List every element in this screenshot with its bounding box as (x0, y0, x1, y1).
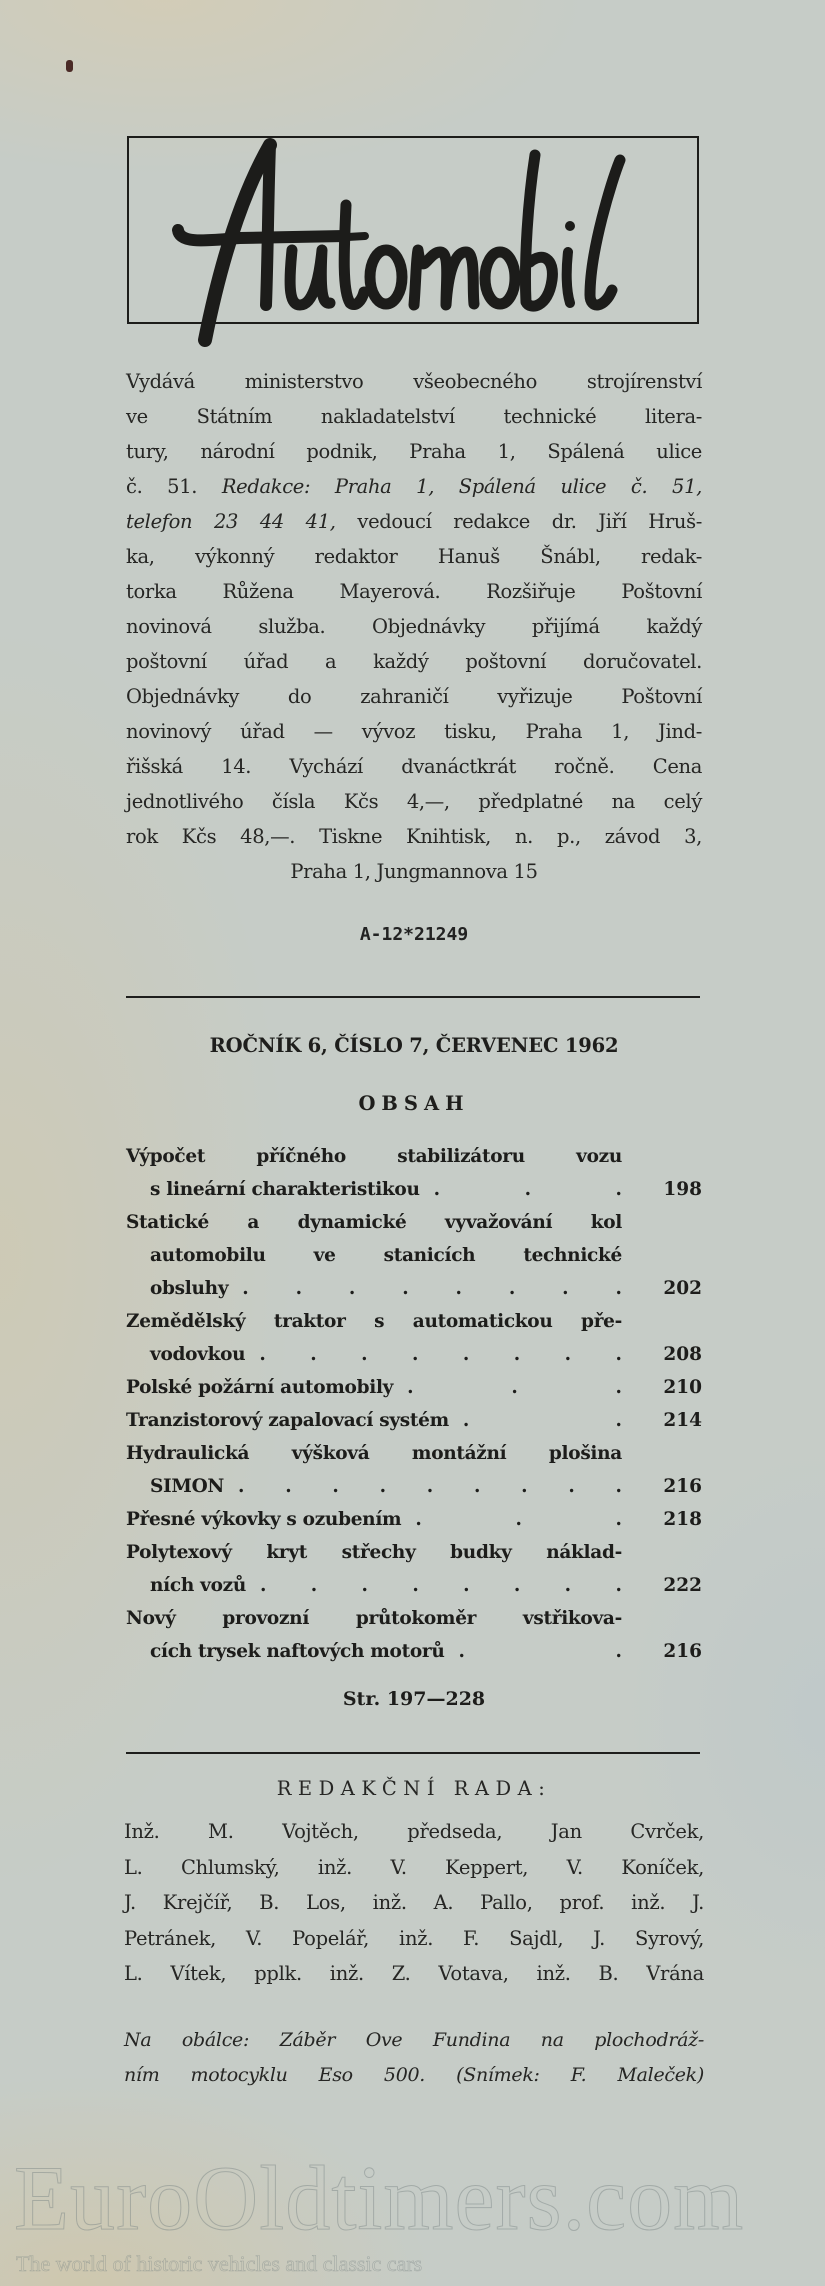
board-line: L. Vítek, pplk. inž. Z. Votava, inž. B. Vrána (124, 1962, 704, 1985)
toc-title: cích trysek naftových motorů (150, 1641, 445, 1662)
imprint-text: č. 51. (126, 475, 198, 498)
editorial-board-heading: REDAKČNÍ RADA: (276, 1777, 552, 1800)
cover-note-line: Na obálce: Záběr Ove Fundina na plochodráž- (124, 2029, 704, 2051)
toc-title: Polytexový kryt střechy budky náklad- (126, 1542, 622, 1563)
toc-page-number: 218 (663, 1509, 702, 1530)
toc-row (126, 1140, 702, 1173)
registration-code: A-12*21249 (359, 924, 469, 945)
imprint-line (126, 469, 702, 504)
toc-title: Nový provozní průtokoměr vstřikova- (126, 1608, 622, 1629)
toc-page-number: 210 (663, 1377, 702, 1398)
toc-title: Přesné výkovky s ozubením (126, 1509, 402, 1530)
toc-leader-dots: . . . (407, 1377, 622, 1398)
editorial-phone: telefon 23 44 41, (126, 510, 336, 533)
toc-title: Polské požární automobily (126, 1377, 394, 1398)
toc-row (126, 1206, 702, 1239)
board-line: Inž. M. Vojtěch, předseda, Jan Cvrček, (124, 1820, 704, 1843)
toc-row (126, 1602, 702, 1635)
toc-page-number: 198 (663, 1179, 702, 1200)
watermark-tagline: The world of historic vehicles and classic cars (16, 2251, 423, 2276)
toc-row (126, 1338, 702, 1371)
toc-title: Zemědělský traktor s automatickou pře- (126, 1311, 622, 1332)
toc-leader-dots: . . . . . . . . (259, 1344, 622, 1365)
toc-title: automobilu ve stanicích technické (150, 1245, 622, 1266)
imprint-line: jednotlivého čísla Kčs 4,—, předplatné na celý (126, 790, 702, 813)
board-line: L. Chlumský, inž. V. Keppert, V. Koníček, (124, 1855, 704, 1879)
toc-leader-dots: . . . (415, 1509, 622, 1530)
toc-leader-dots: . . (458, 1641, 622, 1662)
toc-row (126, 1371, 702, 1404)
toc-title: Výpočet příčného stabilizátoru vozu (126, 1146, 622, 1167)
pages-range: Str. 197—228 (342, 1688, 486, 1710)
toc-title: obsluhy (150, 1278, 229, 1299)
toc-row (126, 1437, 702, 1470)
imprint-line: tury, národní podnik, Praha 1, Spálená ulice (126, 440, 702, 463)
imprint-line (126, 504, 702, 539)
watermark-site: EuroOldtimers.com (14, 2147, 745, 2249)
imprint-line: torka Růžena Mayerová. Rozšiřuje Poštovní (126, 580, 702, 603)
toc-row (126, 1536, 702, 1569)
toc-row (126, 1239, 702, 1272)
toc-title: s lineární charakteristikou (150, 1179, 420, 1200)
toc-title: Tranzistorový zapalovací systém (126, 1410, 449, 1431)
toc-row (126, 1635, 702, 1668)
toc-row (126, 1569, 702, 1602)
toc-title: ních vozů (150, 1575, 246, 1596)
imprint-line: Objednávky do zahraničí vyřizuje Poštovní (126, 685, 702, 708)
toc-row (126, 1503, 702, 1536)
toc-leader-dots: . . . . . . . . (242, 1278, 622, 1299)
toc-leader-dots: . . . (433, 1179, 622, 1200)
table-of-contents (126, 1140, 702, 1668)
toc-leader-dots: . . . . . . . . . (238, 1476, 622, 1497)
toc-page-number: 208 (663, 1344, 702, 1365)
ink-speck (66, 60, 73, 72)
contents-heading: OBSAH (358, 1092, 470, 1115)
imprint-line: Praha 1, Jungmannova 15 (290, 860, 538, 883)
imprint-line: Vydává ministerstvo všeobecného strojírenství (126, 370, 702, 393)
imprint-line: ve Státním nakladatelství technické litera- (126, 405, 702, 428)
automobil-logo (150, 140, 670, 350)
toc-title: vodovkou (150, 1344, 246, 1365)
cover-note-line: ním motocyklu Eso 500. (Snímek: F. Maleček) (124, 2064, 704, 2086)
toc-title: Hydraulická výšková montážní plošina (126, 1443, 622, 1464)
toc-page-number: 216 (663, 1476, 702, 1497)
editorial-address: Redakce: Praha 1, Spálená ulice č. 51, (221, 475, 702, 498)
toc-leader-dots: . . (462, 1410, 622, 1431)
editorial-board-list (124, 1814, 704, 1992)
toc-row (126, 1305, 702, 1338)
divider (126, 1752, 700, 1754)
board-line: J. Krejčíř, B. Los, inž. A. Pallo, prof. inž. J. (124, 1891, 704, 1914)
imprint-line: ka, výkonný redaktor Hanuš Šnábl, redak- (126, 545, 702, 568)
toc-page-number: 222 (663, 1575, 702, 1596)
toc-leader-dots: . . . . . . . . (259, 1575, 622, 1596)
imprint-line: novinový úřad — vývoz tisku, Praha 1, Jind- (126, 720, 702, 743)
toc-row (126, 1470, 702, 1503)
toc-page-number: 214 (663, 1410, 702, 1431)
toc-title: Statické a dynamické vyvažování kol (126, 1212, 622, 1233)
toc-row (126, 1272, 702, 1305)
imprint-line: novinová služba. Objednávky přijímá každý (126, 615, 702, 638)
board-line: Petránek, V. Popelář, inž. F. Sajdl, J. Syrový, (124, 1926, 704, 1950)
divider (126, 996, 700, 998)
publisher-imprint (126, 364, 702, 889)
imprint-line: rok Kčs 48,—. Tiskne Knihtisk, n. p., závod 3, (126, 825, 702, 848)
imprint-line: řišská 14. Vychází dvanáctkrát ročně. Cena (126, 755, 702, 778)
toc-title: SIMON (150, 1476, 225, 1497)
imprint-text: vedoucí redakce dr. Jiří Hruš- (357, 510, 702, 533)
toc-row (126, 1173, 702, 1206)
imprint-line: poštovní úřad a každý poštovní doručovatel. (126, 650, 702, 673)
issue-label: ROČNÍK 6, ČÍSLO 7, ČERVENEC 1962 (209, 1034, 619, 1057)
toc-page-number: 216 (663, 1641, 702, 1662)
toc-page-number: 202 (663, 1278, 702, 1299)
toc-row (126, 1404, 702, 1437)
cover-note (124, 2023, 704, 2093)
